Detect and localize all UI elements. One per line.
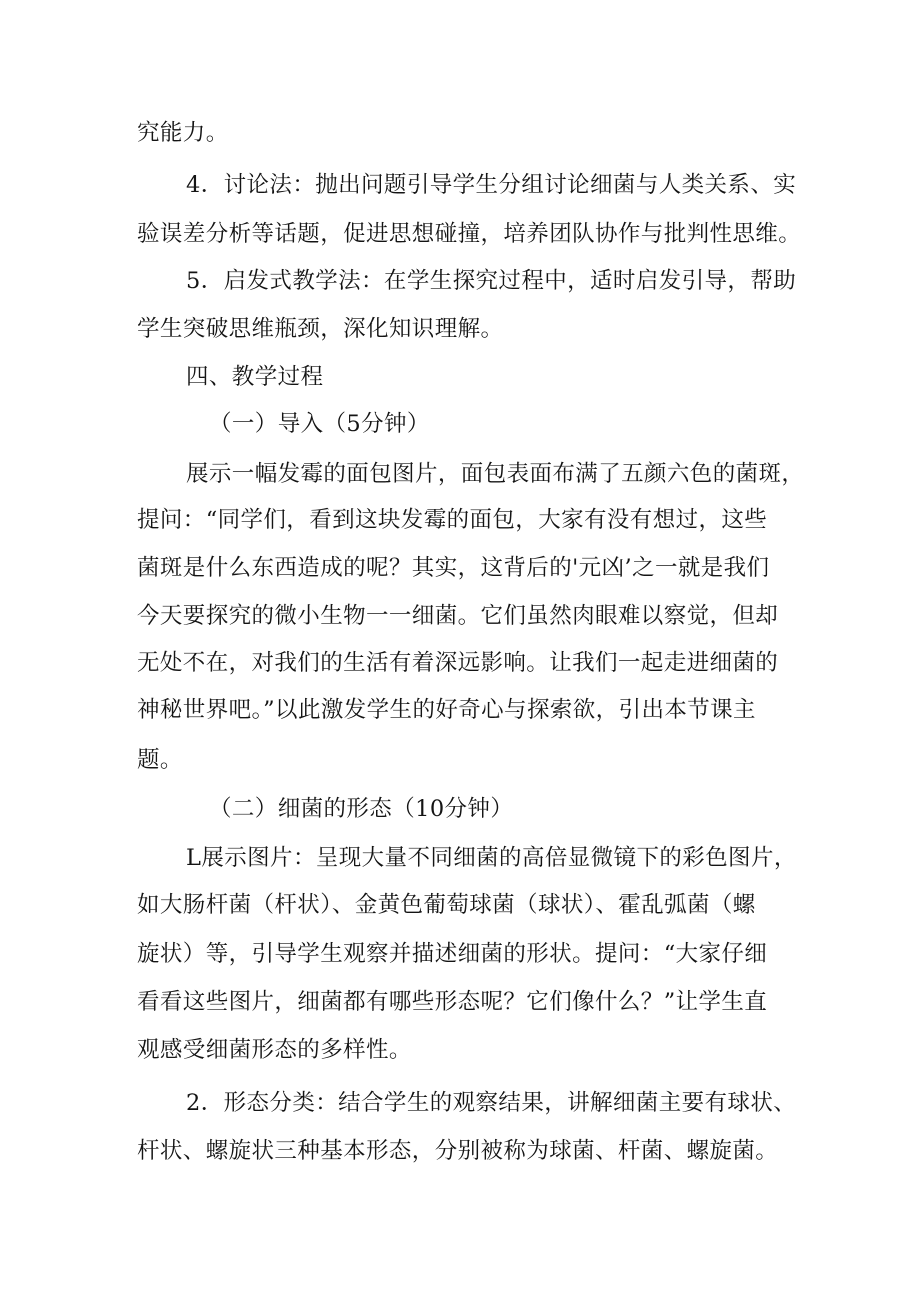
paragraph-line: 4．讨论法：抛出问题引导学生分组讨论细菌与人类关系、实 [186, 172, 797, 198]
paragraph-line: 学生突破思维瓶颈，深化知识理解。 [137, 316, 504, 342]
paragraph-line: L展示图片：呈现大量不同细菌的高倍显微镜下的彩色图片， [186, 845, 797, 871]
paragraph-line: 如大肠杆菌（杆状）、金黄色葡萄球菌（球状）、霍乱弧菌（螺 [137, 892, 756, 918]
subsection-heading: （一）导入（5分钟） [209, 411, 430, 437]
paragraph-line: 究能力。 [137, 120, 229, 146]
paragraph-line: 看看这些图片，细菌都有哪些形态呢？它们像什么？”让学生直 [137, 989, 768, 1015]
paragraph-line: 杆状、螺旋状三种基本形态，分别被称为球菌、杆菌、螺旋菌。 [137, 1138, 779, 1164]
paragraph-line: 观感受细菌形态的多样性。 [137, 1037, 412, 1063]
subsection-heading: （二）细菌的形态（10分钟） [209, 796, 514, 822]
paragraph-line: 2．形态分类：结合学生的观察结果，讲解细菌主要有球状、 [186, 1090, 797, 1116]
paragraph-line: 旋状）等，引导学生观察并描述细菌的形状。提问：“大家仔细 [137, 941, 768, 967]
paragraph-line: 题。 [137, 747, 183, 773]
paragraph-line: 提问：“同学们，看到这块发霉的面包，大家有没有想过，这些 [137, 507, 768, 533]
paragraph-line: 今天要探究的微小生物一一细菌。它们虽然肉眼难以察觉，但却 [137, 603, 779, 629]
section-heading: 四、教学过程 [186, 364, 324, 390]
paragraph-line: 菌斑是什么东西造成的呢？其实，这背后的'元凶’之一就是我们 [137, 555, 770, 581]
paragraph-line: 展示一幅发霉的面包图片，面包表面布满了五颜六色的菌斑， [186, 461, 805, 487]
paragraph-line: 神秘世界吧。”以此激发学生的好奇心与探索欲，引出本节课主 [137, 697, 756, 723]
paragraph-line: 验误差分析等话题，促进思想碰撞，培养团队协作与批判性思维。 [137, 221, 802, 247]
paragraph-line: 5．启发式教学法：在学生探究过程中，适时启发引导，帮助 [186, 268, 797, 294]
paragraph-line: 无处不在，对我们的生活有着深远影响。让我们一起走进细菌的 [137, 650, 779, 676]
